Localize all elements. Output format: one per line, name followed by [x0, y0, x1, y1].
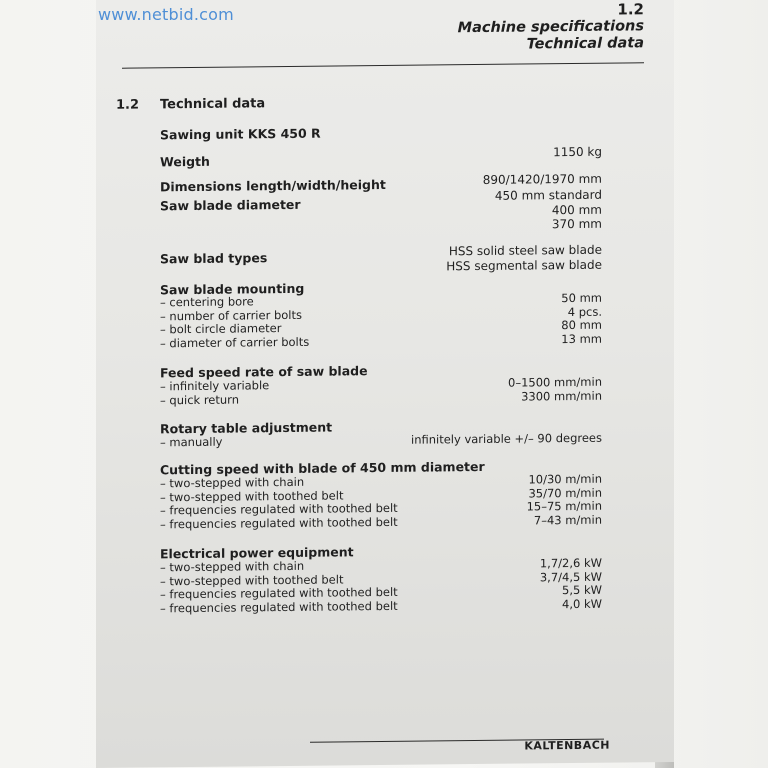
blade-type-value: HSS solid steel saw blade: [448, 242, 602, 259]
item-label: – frequencies regulated with toothed belt: [160, 514, 398, 532]
blade-diameter-value: 450 mm standard: [494, 187, 602, 203]
power-title: Electrical power equipment: [160, 544, 354, 562]
unit-title: Sawing unit KKS 450 R: [160, 125, 321, 143]
header-section-number: 1.2: [617, 0, 644, 19]
cutting-title: Cutting speed with blade of 450 mm diameter: [160, 458, 485, 478]
item-label: – two-stepped with chain: [160, 474, 305, 491]
dimensions-label: Dimensions length/width/height: [160, 176, 386, 195]
brand-logo-text: KALTENBACH: [524, 738, 610, 753]
feed-title: Feed speed rate of saw blade: [160, 363, 368, 381]
weight-label: Weigth: [160, 153, 210, 170]
blade-types-label: Saw blad types: [160, 250, 268, 267]
item-label: – infinitely variable: [160, 378, 270, 394]
item-value: 4,0 kW: [562, 596, 602, 611]
blade-diameter-value: 400 mm: [551, 202, 602, 217]
blade-diameter-label: Saw blade diameter: [160, 196, 301, 214]
mounting-title: Saw blade mounting: [160, 280, 305, 298]
weight-value: 1150 kg: [553, 144, 602, 160]
item-value: 15–75 m/min: [526, 498, 602, 514]
item-value: 50 mm: [561, 290, 602, 306]
blade-diameter-values: [495, 188, 602, 233]
item-label: – two-stepped with toothed belt: [160, 572, 344, 588]
item-label: – frequencies regulated with toothed belt: [160, 598, 398, 616]
item-label: – manually: [160, 434, 223, 450]
item-value: 5,5 kW: [562, 582, 602, 598]
list-item: [160, 389, 602, 407]
header-title-line2: Technical data: [526, 35, 644, 53]
dimensions-value: 890/1420/1970 mm: [482, 171, 602, 187]
blade-types-values: [446, 243, 602, 274]
item-value: 4 pcs.: [567, 304, 602, 319]
item-value: 0–1500 mm/min: [508, 374, 602, 390]
item-label: – quick return: [160, 392, 239, 407]
rotary-title: Rotary table adjustment: [160, 419, 333, 437]
item-value: 10/30 m/min: [528, 471, 602, 487]
cutting-list: [160, 473, 602, 532]
header-title-line1: Machine specifications: [457, 18, 644, 37]
weight-row: [160, 145, 602, 170]
item-label: – centering bore: [160, 294, 254, 310]
section-title: Technical data: [160, 96, 266, 113]
item-value: 80 mm: [561, 317, 602, 333]
list-item: [160, 513, 602, 531]
item-value: infinitely variable +/– 90 degrees: [411, 430, 602, 447]
blade-diameter-value: 370 mm: [551, 216, 602, 232]
item-value: 3,7/4,5 kW: [539, 569, 602, 584]
item-label: – number of carrier bolts: [160, 307, 302, 323]
item-label: – two-stepped with toothed belt: [160, 488, 344, 504]
item-label: – frequencies regulated with toothed belt: [160, 585, 398, 602]
watermark: www.netbid.com: [98, 5, 234, 24]
item-label: – diameter of carrier bolts: [160, 334, 310, 351]
power-list: [160, 557, 602, 616]
blade-type-value: HSS segmental saw blade: [446, 257, 602, 273]
item-value: 3300 mm/min: [521, 388, 602, 404]
item-value: 1,7/2,6 kW: [539, 555, 602, 571]
item-value: 7–43 m/min: [533, 512, 602, 528]
feed-list: [160, 376, 602, 408]
item-label: – frequencies regulated with toothed belt: [160, 501, 398, 518]
item-value: 13 mm: [561, 331, 602, 346]
item-label: – bolt circle diameter: [160, 321, 282, 337]
header-divider: [122, 62, 644, 68]
section-number: 1.2: [116, 97, 140, 113]
spec-sheet: [96, 0, 674, 768]
list-item: [160, 332, 602, 350]
list-item: [160, 597, 602, 615]
item-label: – two-stepped with chain: [160, 558, 305, 575]
item-value: 35/70 m/min: [528, 485, 602, 501]
mounting-list: [160, 292, 602, 351]
